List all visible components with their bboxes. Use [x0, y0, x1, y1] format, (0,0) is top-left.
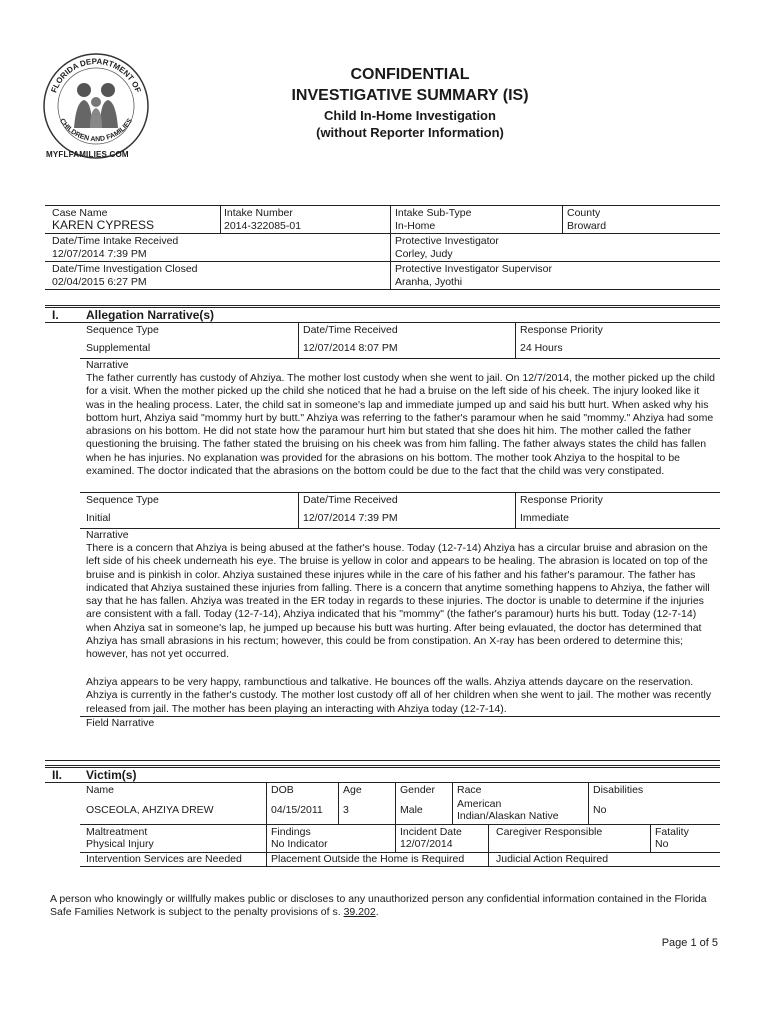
maltreatment-value: Physical Injury [86, 838, 154, 850]
disabilities-label: Disabilities [593, 784, 644, 796]
field-narrative-label: Field Narrative [86, 717, 155, 729]
intake-number-label: Intake Number [224, 207, 293, 219]
priority-label: Response Priority [520, 494, 603, 506]
svg-text:FLORIDA DEPARTMENT OF [49, 57, 142, 94]
disabilities-value: No [593, 804, 607, 816]
priority-value: 24 Hours [520, 342, 563, 354]
section-number: II. [52, 768, 63, 782]
narrative-label: Narrative [86, 359, 129, 371]
findings-value: No Indicator [271, 838, 328, 850]
section-title: Allegation Narrative(s) [86, 308, 215, 322]
caregiver-label: Caregiver Responsible [496, 826, 603, 838]
logo-url: MYFLFAMILIES.COM [46, 150, 129, 159]
priority-value: Immediate [520, 512, 570, 524]
narrative-text: The father currently has custody of Ahziya. The mother lost custody when she went to jail. On 12/7/2014, the mother picked up the child for a visit. When the mother picked up the child she noticed that he had a bruise on the left side of his cheek. The injury looked like it was in the healing process. Later, the child sat in someone's lap and immediate jumped up and said his butt hurt. When asked why his bottom hurt, Ahziya said "mommy hurt by butt." Ahziya was referring to the father's paramour when he said "mommy." Ahziya had some abrasions on his bottom. He did not state how the paramour hurt him but stated that she does hit him. The mother called the father questioning the bruising. The father stated the bruising on his cheek was from him falling. The father always states the child has fallen when he has injuries. No explanation was provided for the abrasions on his bottom. The mother took Ahziya to the hospital to be examined. The doctor indicated that the abrasions on the bottom could be due to the fact that the child was very constipated. [86, 372, 715, 478]
narrative-text-continued: Ahziya appears to be very happy, rambunctious and talkative. He bounces off the walls. Ahziya attends daycare on the reservation. Ahziya is currently in the father's custody. The mother lost custody off all of her children when she went to jail. The mother was recently released from jail. The mother has been playing an interacting with Ahziya today (12-7-14). [86, 676, 712, 715]
age-value: 3 [343, 804, 349, 816]
priority-label: Response Priority [520, 324, 603, 336]
county-label: County [567, 207, 601, 219]
received-value: 12/07/2014 8:07 PM [303, 342, 398, 354]
fatality-label: Fatality [655, 826, 689, 838]
section-title: Victim(s) [86, 768, 137, 782]
notice-end: . [375, 906, 379, 918]
narrative-text: There is a concern that Ahziya is being abused at the father's house. Today (12-7-14) Ahziya has a circular bruise and abrasion on the left side of his cheek underneath his eye. The bruise is yellow in color and appears to be healing. The abrasion is located on top of the bruise and is pinkish in color. Ahziya sustained these injures while in the care of his father and his father's paramour. The father has indicated that Ahziya sustained these injuries from falling. There is a concern that anytime something happens to Ahziya, the father will say that he has fallen. Ahziya was treated in the ER today in regards to these injuries. The doctor is unable to determine if the injuries are consistent with a fall. Today (12-7-14), Ahziya indicated that his "mommy" (the father's paramour) hurts his butt. Today (12-7-14) when Ahziya sat in someone's lap, he jumped up because his butt was hurting. After being evlauated, the doctor has determined that Ahziya has small abrasions in his rectum; however, this could be from constipation. An X-ray has been ordered to determine this; however, has not yet occurred. [86, 542, 710, 661]
race-value-line2: Indian/Alaskan Native [457, 810, 559, 822]
seq-type-label: Sequence Type [86, 494, 159, 506]
subtitle-investigation: Child In-Home Investigation [324, 108, 496, 123]
seq-type-label: Sequence Type [86, 324, 159, 336]
maltreatment-label: Maltreatment [86, 826, 148, 838]
supervisor-value: Aranha, Jyothi [395, 276, 463, 288]
race-value-line1: American [457, 798, 502, 810]
closed-label: Date/Time Investigation Closed [52, 263, 198, 275]
subtitle-reporter: (without Reporter Information) [316, 125, 504, 140]
county-value: Broward [567, 220, 607, 232]
dob-label: DOB [271, 784, 294, 796]
section-number: I. [52, 308, 59, 322]
findings-label: Findings [271, 826, 311, 838]
intake-number-value: 2014-322085-01 [224, 220, 302, 232]
investigator-label: Protective Investigator [395, 235, 499, 247]
statute-link[interactable]: 39.202 [343, 906, 376, 918]
received-label: Date/Time Received [303, 494, 398, 506]
victim-name-label: Name [86, 784, 115, 796]
title-summary: INVESTIGATIVE SUMMARY (IS) [291, 87, 529, 104]
intake-received-value: 12/07/2014 7:39 PM [52, 248, 147, 260]
gender-label: Gender [400, 784, 436, 796]
intake-received-label: Date/Time Intake Received [52, 235, 179, 247]
placement-label: Placement Outside the Home is Required [271, 853, 465, 865]
logo-text-top: FLORIDA DEPARTMENT OF [49, 56, 143, 94]
seq-type-value: Supplemental [86, 342, 151, 354]
incident-date-label: Incident Date [400, 826, 462, 838]
intake-subtype-label: Intake Sub-Type [395, 207, 472, 219]
case-name-value: KAREN CYPRESS [52, 218, 155, 232]
case-name-label: Case Name [52, 207, 108, 219]
judicial-label: Judicial Action Required [496, 853, 609, 865]
race-label: Race [457, 784, 482, 796]
confidentiality-notice [50, 893, 720, 919]
victim-name-value: OSCEOLA, AHZIYA DREW [86, 804, 214, 816]
investigator-value: Corley, Judy [395, 248, 453, 260]
intervention-label: Intervention Services are Needed [86, 853, 242, 865]
received-label: Date/Time Received [303, 324, 398, 336]
age-label: Age [343, 784, 362, 796]
logo-text-bottom: CHILDREN AND FAMILIES [57, 117, 135, 144]
title-confidential: CONFIDENTIAL [350, 66, 470, 83]
seq-type-value: Initial [86, 512, 111, 524]
incident-date-value: 12/07/2014 [400, 838, 453, 850]
page-number: Page 1 of 5 [661, 937, 718, 949]
received-value: 12/07/2014 7:39 PM [303, 512, 398, 524]
department-seal-logo [40, 50, 152, 162]
dob-value: 04/15/2011 [271, 804, 323, 816]
fatality-value: No [655, 838, 669, 850]
narrative-label: Narrative [86, 529, 129, 541]
notice-text: A person who knowingly or willfully makes public or discloses to any unauthorized person any confidential information contained in the Florida Safe Families Network is subject to the penalty provisions of s. [50, 893, 707, 918]
intake-subtype-value: In-Home [395, 220, 436, 232]
supervisor-label: Protective Investigator Supervisor [395, 263, 552, 275]
gender-value: Male [400, 804, 423, 816]
closed-value: 02/04/2015 6:27 PM [52, 276, 147, 288]
